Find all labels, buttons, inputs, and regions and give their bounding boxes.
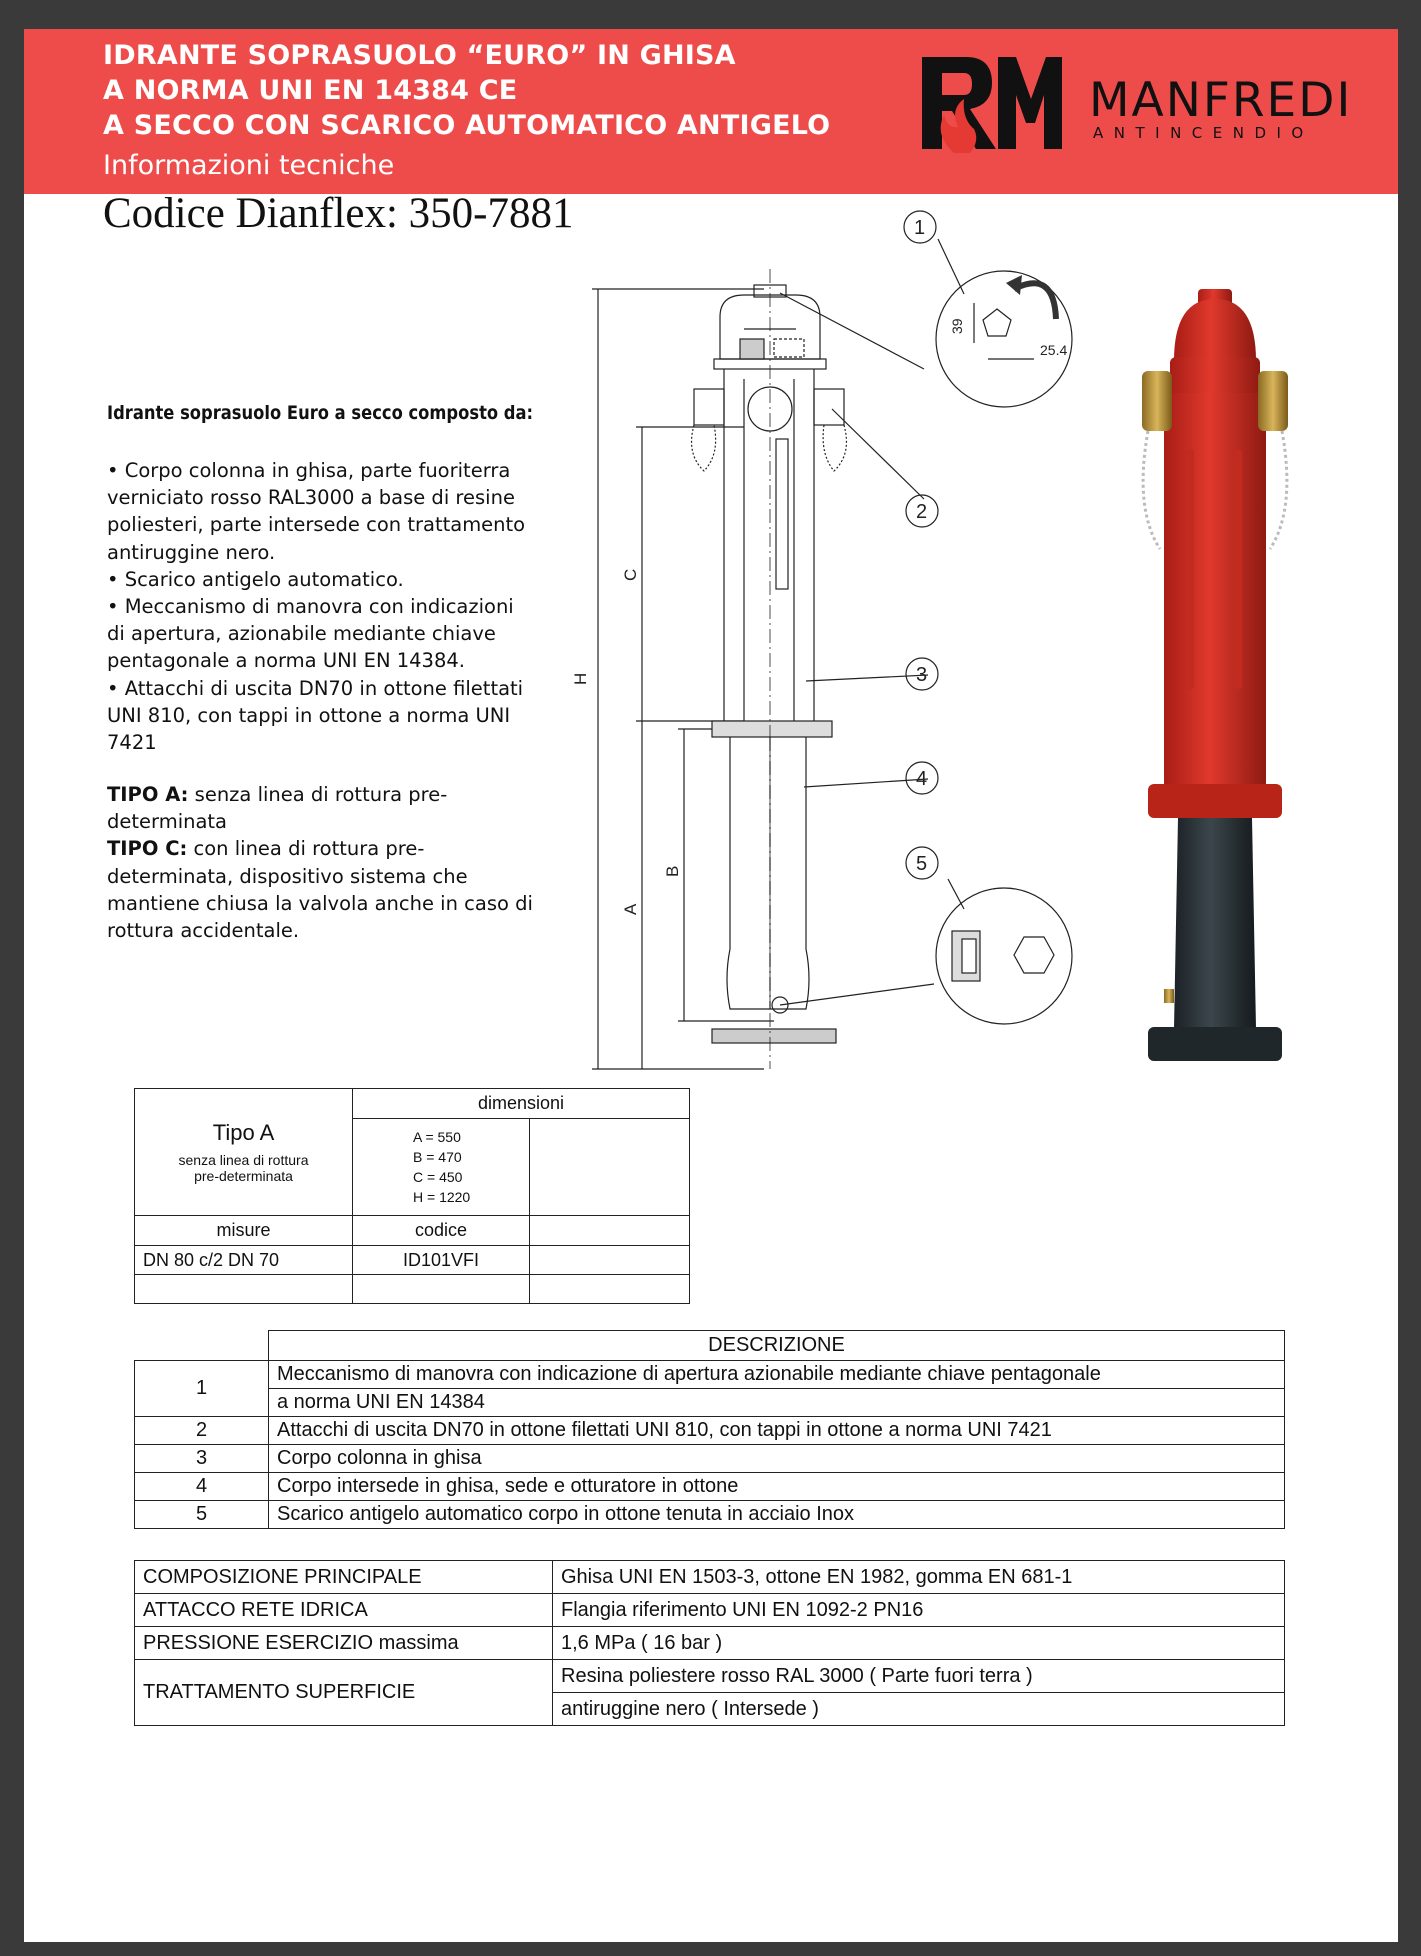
empty-cell <box>530 1119 690 1216</box>
header-banner <box>24 29 1398 194</box>
product-code: Codice Dianflex: 350-7881 <box>103 190 574 237</box>
empty-cell <box>530 1275 690 1304</box>
empty-cell <box>530 1246 690 1275</box>
row-misure: DN 80 c/2 DN 70 <box>135 1246 353 1275</box>
callout-group <box>780 239 964 1005</box>
brand-logo-icon <box>914 49 1064 159</box>
pentagon-key-icon <box>983 309 1011 336</box>
dim-label-h: H <box>571 672 590 685</box>
header-subtitle: Informazioni tecniche <box>103 150 395 181</box>
datasheet-page <box>24 29 1398 1942</box>
callout-4: 4 <box>916 768 928 790</box>
callout-1: 1 <box>914 217 926 239</box>
tipo-a-label: TIPO A: <box>107 783 189 806</box>
row-description: Scarico antigelo automatico corpo in ottone tenuta in acciaio Inox <box>269 1501 1285 1529</box>
type-sub-2: pre-determinata <box>194 1168 293 1184</box>
header-title-line-2: A NORMA UNI EN 14384 CE <box>103 75 518 106</box>
feature-list <box>107 457 537 756</box>
callout-5: 5 <box>916 853 928 875</box>
type-title: Tipo A <box>212 1120 275 1145</box>
intro-title: Idrante soprasuolo Euro a secco composto da: <box>107 402 534 424</box>
technical-drawing <box>544 209 1104 1089</box>
brand-subtitle: ANTINCENDIO <box>1093 124 1314 142</box>
col-misure: misure <box>135 1216 353 1246</box>
spec-value: 1,6 MPa ( 16 bar ) <box>553 1627 1285 1660</box>
dimension-lines <box>592 289 774 1069</box>
row-codice: ID101VFI <box>353 1246 530 1275</box>
dim-b: B = 470 <box>413 1149 462 1165</box>
dim-a: A = 550 <box>413 1129 461 1145</box>
spec-label: PRESSIONE ESERCIZIO massima <box>135 1627 553 1660</box>
feature-item: • Corpo colonna in ghisa, parte fuoriterra verniciato rosso RAL3000 a base di resine poliesteri, parte intersede con trattamento antiruggine nero. <box>107 459 526 564</box>
tipo-a-text: senza linea di rottura pre-determinata <box>107 783 448 834</box>
dim-c: C = 450 <box>413 1169 463 1185</box>
empty-cell <box>135 1275 353 1304</box>
col-codice: codice <box>353 1216 530 1246</box>
row-number: 1 <box>135 1361 269 1417</box>
blank-corner <box>135 1331 269 1361</box>
callout-2: 2 <box>916 501 928 523</box>
detail-dim-25: 25.4 <box>1040 342 1068 358</box>
spec-value: antiruggine nero ( Intersede ) <box>553 1693 1285 1726</box>
spec-label: COMPOSIZIONE PRINCIPALE <box>135 1561 553 1594</box>
tipo-a <box>107 781 547 835</box>
row-description: Corpo intersede in ghisa, sede e otturatore in ottone <box>269 1473 1285 1501</box>
tipo-c-text: con linea di rottura pre-determinata, dispositivo sistema che mantiene chiusa la valvola anche in caso di rottura accidentale. <box>107 837 533 943</box>
type-cell <box>135 1089 353 1216</box>
dims-values <box>353 1119 530 1216</box>
feature-item: • Attacchi di uscita DN70 in ottone filettati UNI 810, con tappi in ottone a norma UNI 7421 <box>107 676 524 755</box>
description-table <box>134 1330 1285 1529</box>
feature-item: • Scarico antigelo automatico. <box>107 567 404 591</box>
dim-label-c: C <box>621 568 640 581</box>
type-sub-1: senza linea di rottura <box>178 1152 309 1168</box>
row-number: 3 <box>135 1445 269 1473</box>
spec-label: ATTACCO RETE IDRICA <box>135 1594 553 1627</box>
dim-label-b: B <box>663 865 682 877</box>
empty-cell <box>353 1275 530 1304</box>
row-description: a norma UNI EN 14384 <box>269 1389 1285 1417</box>
dim-h: H = 1220 <box>413 1189 471 1205</box>
row-description: Attacchi di uscita DN70 in ottone filettati UNI 810, con tappi in ottone a norma UNI 7421 <box>269 1417 1285 1445</box>
hydrant-outline <box>692 269 847 1069</box>
hydrant-photo <box>1104 249 1364 1069</box>
spec-value: Ghisa UNI EN 1503-3, ottone EN 1982, gomma EN 681-1 <box>553 1561 1285 1594</box>
detail-dim-39: 39 <box>949 318 965 334</box>
tipo-c-label: TIPO C: <box>107 837 188 861</box>
spec-value: Resina poliestere rosso RAL 3000 ( Parte fuori terra ) <box>553 1660 1285 1693</box>
header-title-line-1: IDRANTE SOPRASUOLO “EURO” IN GHISA <box>103 40 736 71</box>
hex-nut-icon <box>1014 937 1054 973</box>
dimensions-header: dimensioni <box>353 1089 690 1119</box>
spec-label: TRATTAMENTO SUPERFICIE <box>135 1660 553 1726</box>
row-number: 5 <box>135 1501 269 1529</box>
brand-name: MANFREDI <box>1089 73 1353 128</box>
tipo-c <box>107 835 547 944</box>
feature-item: • Meccanismo di manovra con indicazioni di apertura, azionabile mediante chiave pentagonale a norma UNI EN 14384. <box>107 595 514 673</box>
row-number: 4 <box>135 1473 269 1501</box>
row-number: 2 <box>135 1417 269 1445</box>
specifications-table <box>134 1560 1285 1726</box>
empty-cell <box>530 1216 690 1246</box>
type-descriptions <box>107 781 547 944</box>
description-header: DESCRIZIONE <box>269 1331 1285 1361</box>
row-description: Meccanismo di manovra con indicazione di apertura azionabile mediante chiave pentagonale <box>269 1361 1285 1389</box>
callout-3: 3 <box>916 664 928 686</box>
row-description: Corpo colonna in ghisa <box>269 1445 1285 1473</box>
spec-value: Flangia riferimento UNI EN 1092-2 PN16 <box>553 1594 1285 1627</box>
header-title-line-3: A SECCO CON SCARICO AUTOMATICO ANTIGELO <box>103 110 831 141</box>
dim-label-a: A <box>621 903 640 915</box>
dimensions-table <box>134 1088 690 1304</box>
